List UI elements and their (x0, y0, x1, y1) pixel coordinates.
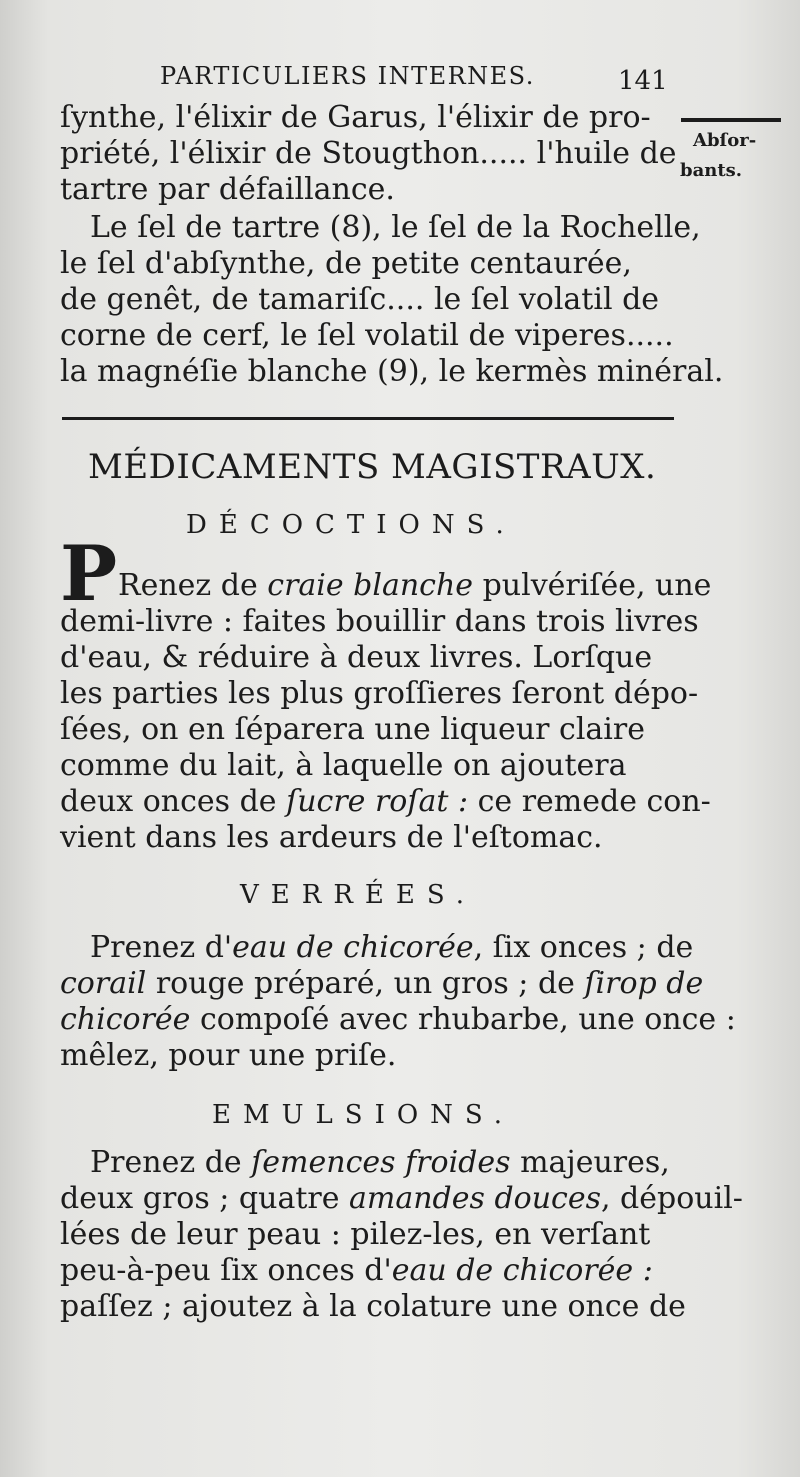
text-line: Prenez d'eau de chicorée, ſix onces ; de (90, 930, 694, 965)
text-line: corail rouge préparé, un gros ; de ſirop de (60, 966, 704, 1001)
text-line: mêlez, pour une priſe. (60, 1038, 397, 1073)
text-line: corne de cerf, le ſel volatil de viperes..... (60, 318, 674, 353)
page-number: 141 (618, 66, 668, 96)
text-line: la magnéſie blanche (9), le kermès minéral. (60, 354, 724, 389)
text-line: deux gros ; quatre amandes douces, dépouil- (60, 1181, 743, 1216)
text-line: ſées, on en ſéparera une liqueur claire (60, 712, 645, 747)
margin-note-line1: Abſor- (693, 130, 757, 151)
text-line: le ſel d'abſynthe, de petite centaurée, (60, 246, 632, 281)
margin-note-line2: bants. (680, 160, 743, 181)
margin-rule (681, 118, 781, 122)
text-line: Le ſel de tartre (8), le ſel de la Rochelle, (90, 210, 701, 245)
text-line: lées de leur peau : pilez-les, en verſant (60, 1217, 651, 1252)
text-line: les parties les plus groſſieres ſeront dépo- (60, 676, 699, 711)
text-line: paſſez ; ajoutez à la colature une once de (60, 1289, 686, 1324)
subheading-emulsions: EMULSIONS. (212, 1100, 515, 1130)
text-line: priété, l'élixir de Stougthon..... l'huile de (60, 136, 677, 171)
text-line: tartre par défaillance. (60, 172, 395, 207)
text-line: chicorée compoſé avec rhubarbe, une once : (60, 1002, 736, 1037)
text-line: vient dans les ardeurs de l'eſtomac. (60, 820, 603, 855)
text-line: deux onces de ſucre roſat : ce remede con- (60, 784, 711, 819)
subheading-verrees: VERRÉES. (240, 880, 477, 910)
section-rule (62, 417, 674, 420)
section-title: MÉDICAMENTS MAGISTRAUX. (88, 447, 657, 487)
text-line: de genêt, de tamariſc.... le ſel volatil de (60, 282, 660, 317)
text-line: Renez de craie blanche pulvériſée, une (118, 568, 712, 603)
subheading-decoctions: DÉCOCTIONS. (186, 510, 516, 540)
drop-cap: P (60, 529, 118, 618)
text-line: Prenez de ſemences froides majeures, (90, 1145, 670, 1180)
running-head: PARTICULIERS INTERNES. (160, 62, 535, 90)
text-line: comme du lait, à laquelle on ajoutera (60, 748, 627, 783)
text-line: d'eau, & réduire à deux livres. Lorſque (60, 640, 653, 675)
text-line: ſynthe, l'élixir de Garus, l'élixir de pro- (60, 100, 651, 135)
text-line: demi-livre : faites bouillir dans trois livres (60, 604, 699, 639)
text-line: peu-à-peu ſix onces d'eau de chicorée : (60, 1253, 653, 1288)
